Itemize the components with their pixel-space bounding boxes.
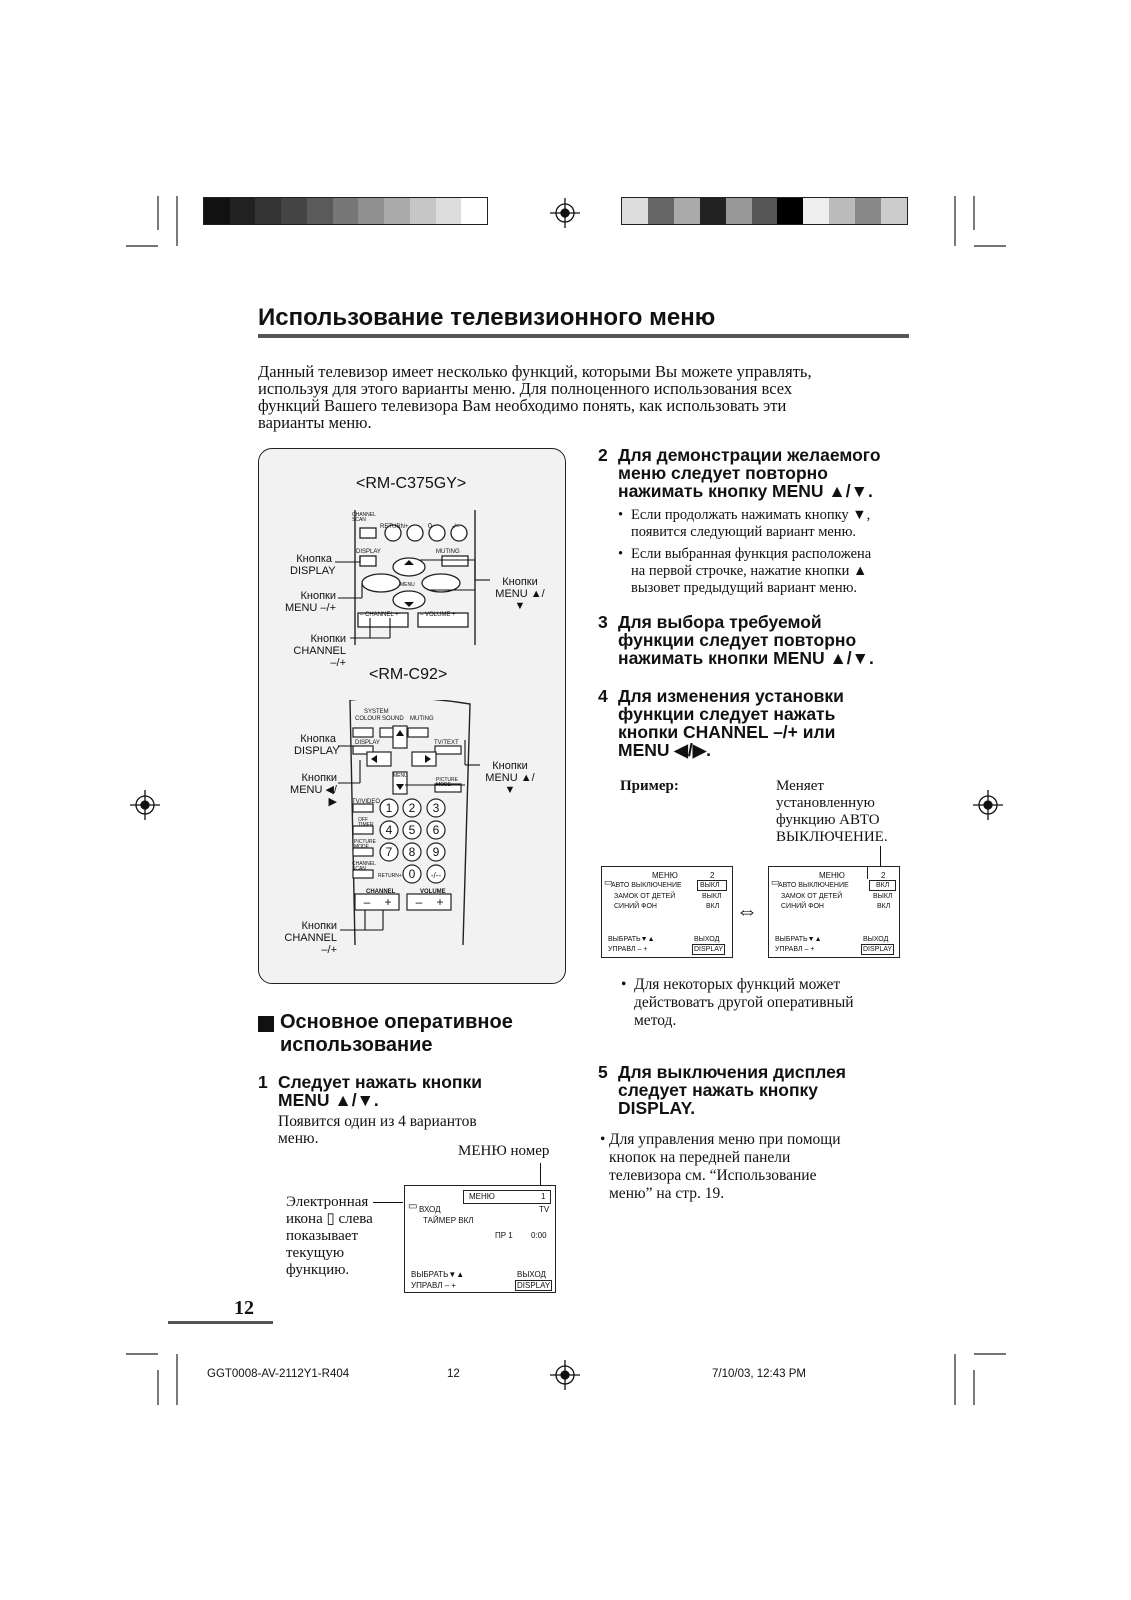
section-square-icon — [258, 1016, 274, 1032]
final-note — [600, 1131, 920, 1205]
step-3 — [598, 613, 918, 669]
svg-text:9: 9 — [432, 845, 440, 859]
bullet-dot: • — [618, 546, 624, 562]
osda-val2: ВЫКЛ — [702, 893, 722, 900]
r1-channel-callout: Кнопки CHANNEL –/+ — [293, 633, 346, 669]
r1-zero-label: 0 — [428, 523, 432, 530]
svg-text:2: 2 — [408, 801, 416, 815]
osdb-control: УПРАВЛ – + — [775, 946, 815, 953]
menu-number-label: МЕНЮ номер — [458, 1143, 550, 1159]
r2-display-callout: Кнопка DISPLAY — [294, 733, 340, 757]
page-number-rule — [168, 1321, 273, 1324]
svg-text:5: 5 — [408, 823, 416, 837]
intro-paragraph: Данный телевизор имеет несколько функций, которыми Вы можете управлять, используя для этого варианты меню. Для полноценного использования всех функций Вашего телевизора Вам необходимо понять, как использовать эти варианты меню. — [258, 362, 812, 432]
step-4-note — [621, 976, 921, 1030]
r2-menu-ud-callout: Кнопки MENU ▲/▼ — [485, 760, 535, 796]
r2-menu-lr-callout: Кнопки MENU ◀/▶ — [290, 772, 337, 808]
step-4-text: Для изменения установки функции следует нажать кнопки CHANNEL –/+ или MENU ◀/▶. — [618, 686, 844, 760]
r1-menu-ud-callout: Кнопки MENU ▲/▼ — [495, 576, 545, 612]
icon-description: Электронная икона ▯ слева показывает текущую функцию. — [286, 1194, 373, 1278]
osda-folder-icon: ▭ — [604, 877, 613, 887]
r2-system-label: SYSTEM — [364, 709, 389, 715]
osda-row3: СИНИЙ ФОН — [614, 903, 657, 910]
menu-screen-1 — [404, 1185, 556, 1293]
r1-display-label: DISPLAY — [356, 549, 381, 555]
osdb-row2: ЗАМОК ОТ ДЕТЕЙ — [781, 893, 843, 900]
step-2-number: 2 — [598, 445, 608, 465]
r2-return-label: RETURN+ — [378, 873, 402, 879]
r2-muting-label: MUTING — [410, 716, 434, 722]
osda-row2: ЗАМОК ОТ ДЕТЕЙ — [614, 893, 676, 900]
step-4-note-text: Для некоторых функций может действоватъ другой оперативный метод. — [634, 976, 854, 1029]
osdb-menu: МЕНЮ — [819, 871, 845, 880]
title-underline — [258, 334, 909, 338]
osdb-num: 2 — [881, 871, 886, 880]
r2-off-timer-label: OFF TIMER — [358, 817, 374, 828]
r2-channel-callout: Кнопки CHANNEL –/+ — [284, 920, 337, 956]
osdb-header-box — [867, 867, 868, 879]
osd1-num: 1 — [541, 1192, 546, 1201]
svg-text:-/--: -/-- — [430, 871, 442, 880]
registration-mark-bottom — [550, 1360, 580, 1390]
section-heading: Основное оперативное использование — [280, 1011, 513, 1056]
osdb-display: DISPLAY — [863, 946, 893, 953]
step-2-bullet-2 — [618, 546, 918, 598]
svg-text:4: 4 — [385, 823, 393, 837]
r1-return-label: RETURN+ — [380, 524, 409, 530]
osdb-row3: СИНИЙ ФОН — [781, 903, 824, 910]
bullet-dot: • — [600, 1131, 606, 1148]
registration-mark-right — [973, 790, 1003, 820]
r2-channel-label: CHANNEL — [366, 889, 396, 895]
osd1-control: УПРАВЛ – + — [411, 1281, 457, 1290]
r2-sound-label: SOUND — [382, 716, 404, 722]
bullet-dot: • — [621, 976, 627, 993]
example-label: Пример: — [620, 778, 679, 794]
r1-volume-label: – VOLUME + — [420, 612, 456, 618]
step-2-bullet-1-text: Если продолжать нажимать кнопку ▼, появится следующий вариант меню. — [631, 507, 871, 540]
swap-arrow: ⇔ — [736, 898, 758, 923]
r1-dash-label: -/-- — [452, 524, 460, 530]
svg-text:+: + — [384, 895, 392, 909]
osda-control: УПРАВЛ – + — [608, 946, 648, 953]
svg-text:7: 7 — [385, 845, 393, 859]
osd1-menu: МЕНЮ — [469, 1192, 495, 1201]
svg-text:8: 8 — [408, 845, 416, 859]
osdb-val1: ВКЛ — [869, 880, 896, 891]
r1-callout-lines — [330, 550, 500, 650]
osd1-exit: ВЫХОД — [517, 1270, 546, 1279]
step-1-body: Появится один из 4 вариантов меню. — [278, 1113, 477, 1147]
r1-menu-lr-callout: Кнопки MENU –/+ — [284, 590, 336, 614]
osd1-folder-icon: ▭ — [408, 1201, 418, 1212]
bullet-dot: • — [618, 507, 624, 523]
osd1-time: 0:00 — [531, 1231, 547, 1240]
remote-model-1: <RM-C375GY> — [356, 475, 467, 492]
registration-mark-left — [130, 790, 160, 820]
r2-channel-scan-label: CHANNEL SCAN — [352, 861, 376, 872]
osdb-row1: АВТО ВЫКЛЮЧЕНИЕ — [778, 882, 849, 889]
r2-tvtext-label: TV/TEXT — [434, 740, 459, 746]
page-number: 12 — [234, 1297, 254, 1319]
osdb-folder-icon: ▭ — [771, 877, 780, 887]
osda-menu: МЕНЮ — [652, 871, 678, 880]
r1-channel-scan-label: CHANNEL SCAN — [352, 512, 376, 523]
remote-model-2: <RM-C92> — [369, 666, 448, 683]
r2-picture-mode2-label: PICTURE MODE — [354, 839, 376, 850]
osd1-tv: TV — [539, 1205, 550, 1214]
r2-colour-label: COLOUR — [355, 716, 381, 722]
menu-screen-2-before — [601, 866, 733, 958]
footer-page: 12 — [447, 1368, 460, 1380]
menu-screen-2-after — [768, 866, 900, 958]
r2-picture-mode-label: PICTURE MODE — [436, 777, 458, 788]
r2-menu-label: MENU — [393, 773, 408, 779]
osda-val3: ВКЛ — [706, 903, 720, 910]
osda-row1: АВТО ВЫКЛЮЧЕНИЕ — [611, 882, 682, 889]
osda-display: DISPLAY — [694, 946, 724, 953]
svg-text:6: 6 — [432, 823, 440, 837]
osd1-timer: ТАЙМЕР ВКЛ — [423, 1216, 474, 1225]
osdb-exit: ВЫХОД — [863, 936, 889, 943]
step-5 — [598, 1063, 918, 1119]
step-4-number: 4 — [598, 686, 608, 706]
step-2 — [598, 446, 918, 502]
r1-menu-label: MENU — [400, 582, 415, 588]
page-title: Использование телевизионного меню — [258, 304, 716, 331]
svg-text:+: + — [436, 895, 444, 909]
svg-text:–: – — [415, 895, 423, 909]
osda-num: 2 — [710, 871, 715, 880]
osda-select: ВЫБРАТЬ▼▲ — [608, 936, 655, 943]
osd1-pr: ПР 1 — [495, 1231, 513, 1240]
step-4 — [598, 687, 918, 761]
r2-key-1: 1 — [385, 801, 393, 815]
osda-exit: ВЫХОД — [694, 936, 720, 943]
r1-muting-label: MUTING — [436, 549, 460, 555]
footer-date: 7/10/03, 12:43 PM — [712, 1368, 806, 1380]
r2-tvvideo-label: TV/VIDEO — [352, 799, 381, 805]
r1-display-callout: Кнопка DISPLAY — [290, 553, 336, 577]
r2-display-label: DISPLAY — [355, 740, 380, 746]
osdb-val3: ВКЛ — [877, 903, 891, 910]
svg-text:0: 0 — [408, 867, 416, 881]
svg-text:–: – — [363, 895, 371, 909]
registration-mark-top — [550, 198, 580, 228]
step-3-number: 3 — [598, 612, 608, 632]
r1-channel-label: – CHANNEL + — [360, 612, 399, 618]
final-note-text: Для управления меню при помощи кнопок на передней панели телевизора см. “Использование меню” на стр. 19. — [609, 1131, 841, 1202]
osd1-input: ВХОД — [419, 1205, 441, 1214]
osdb-val2: ВЫКЛ — [873, 893, 893, 900]
osd1-display: DISPLAY — [517, 1281, 551, 1290]
step-3-text: Для выбора требуемой функции следует повторно нажимать кнопки MENU ▲/▼. — [618, 612, 874, 668]
step-5-number: 5 — [598, 1062, 608, 1082]
osd1-select: ВЫБРАТЬ▼▲ — [411, 1270, 465, 1279]
osda-val1: ВЫКЛ — [697, 880, 727, 891]
osdb-select: ВЫБРАТЬ▼▲ — [775, 936, 822, 943]
step-2-text: Для демонстрации желаемого меню следует повторно нажимать кнопку MENU ▲/▼. — [618, 445, 881, 501]
step-1 — [258, 1073, 558, 1113]
r2-volume-label: VOLUME — [420, 889, 446, 895]
step-2-bullet-1 — [618, 507, 918, 543]
example-pointer-line — [880, 846, 881, 868]
example-description: Меняет установленную функцию АВТО ВЫКЛЮЧЕНИЕ. — [776, 778, 888, 845]
step-1-number: 1 — [258, 1072, 268, 1092]
step-1-text: Следует нажать кнопки MENU ▲/▼. — [278, 1072, 482, 1110]
icon-pointer-line — [373, 1202, 403, 1203]
step-5-text: Для выключения дисплея следует нажать кнопку DISPLAY. — [618, 1062, 847, 1118]
footer-code: GGT0008-AV-2112Y1-R404 — [207, 1368, 350, 1380]
r2-callout-lines — [335, 740, 505, 950]
step-2-bullet-2-text: Если выбранная функция расположена на первой строчке, нажатие кнопки ▲ вызовет предыдущий вариант меню. — [631, 546, 872, 596]
svg-text:3: 3 — [432, 801, 440, 815]
